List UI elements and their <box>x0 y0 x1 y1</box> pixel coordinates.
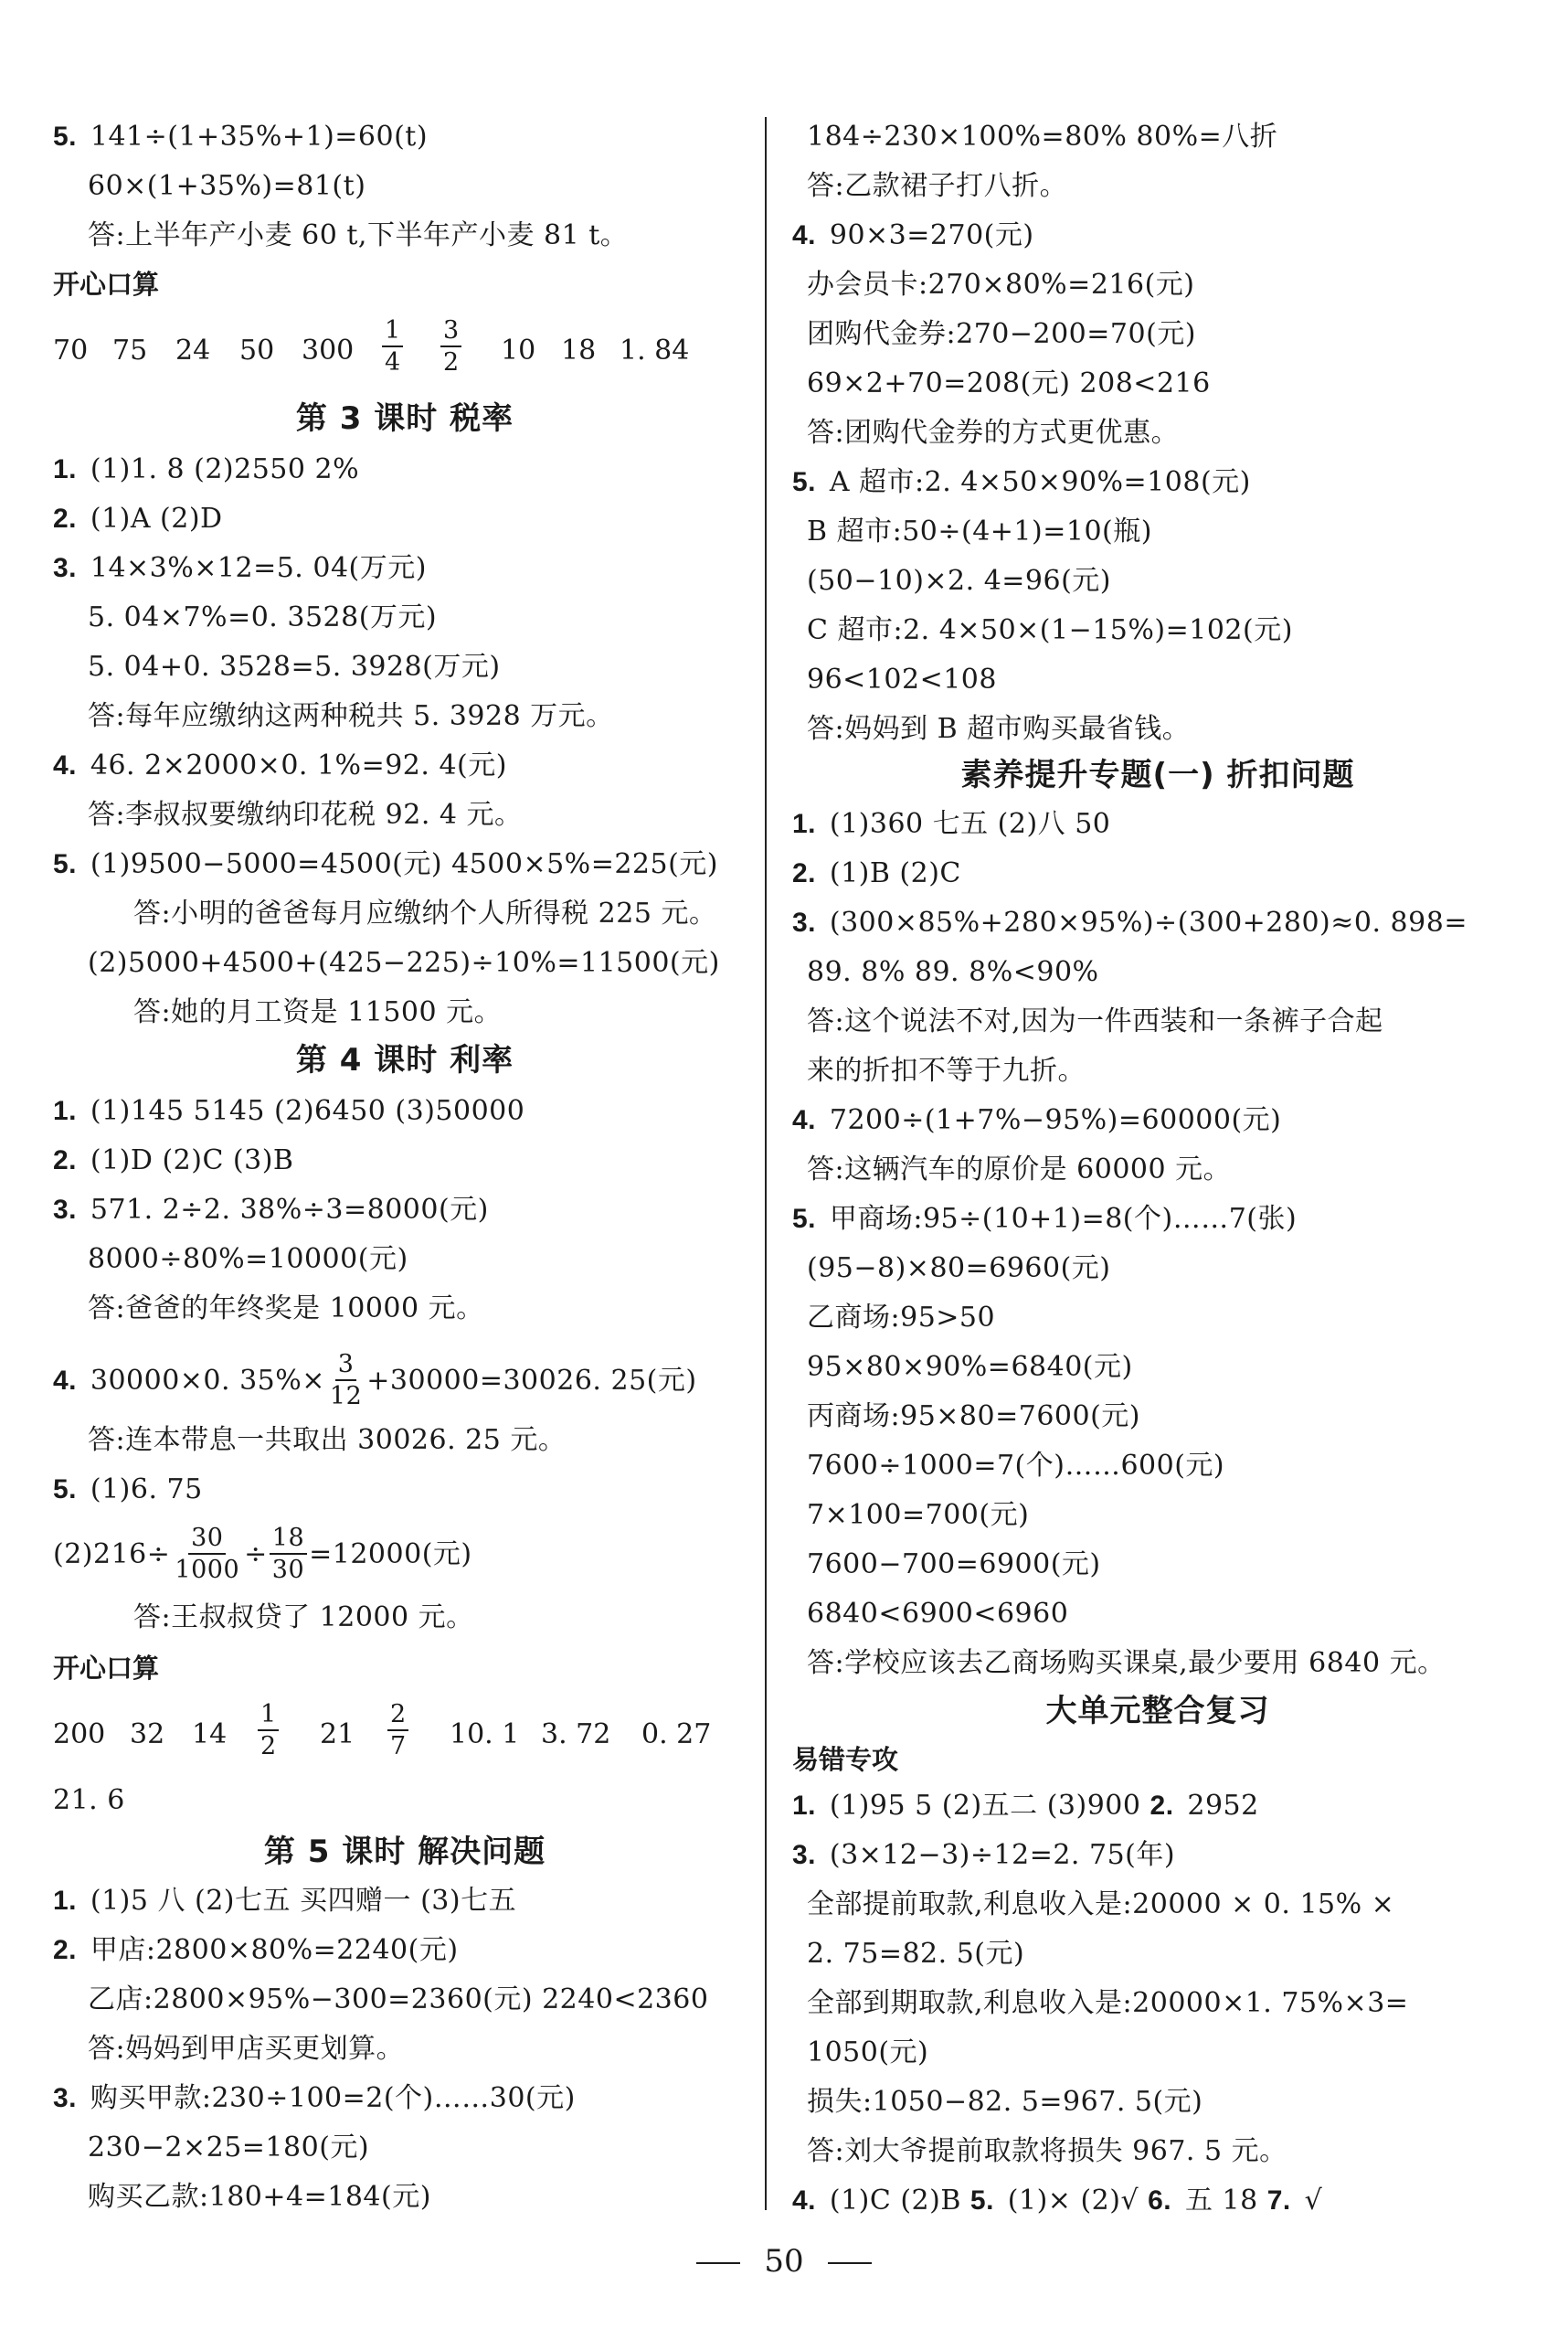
mental-value: 10 <box>501 335 536 367</box>
answer-line: 乙店:2800×95%−300=2360(元) 2240<2360 <box>88 1983 709 2015</box>
answer-line: 乙商场:95>50 <box>807 1302 996 1334</box>
answer-line: 3. (300×85%+280×95%)÷(300+280)≈0. 898= <box>792 907 1467 939</box>
answer-line: 7600÷1000=7(个)……600(元) <box>807 1450 1225 1482</box>
answer-line: 答:上半年产小麦 60 t,下半年产小麦 81 t。 <box>88 219 629 251</box>
mental-value: 14 <box>192 1718 228 1750</box>
answer-line: (2)5000+4500+(425−225)÷10%=11500(元) <box>88 947 720 979</box>
answer-line: 答:这个说法不对,因为一件西装和一条裤子合起 <box>807 1005 1383 1037</box>
lesson-5-title: 第 5 课时 解决问题 <box>263 1834 546 1870</box>
answer-line: 购买乙款:180+4=184(元) <box>88 2181 431 2213</box>
answer-line: 办会员卡:270×80%=216(元) <box>807 269 1195 301</box>
answer-line: 5. 04+0. 3528=5. 3928(万元) <box>88 651 501 683</box>
mental-value: 3. 72 <box>541 1718 611 1750</box>
answer-line: 丙商场:95×80=7600(元) <box>807 1400 1140 1432</box>
answer-line: 答:爸爸的年终奖是 10000 元。 <box>88 1292 484 1324</box>
mental-math-title: 开心口算 <box>53 269 160 300</box>
answer-line: 2. (1)B (2)C <box>792 857 961 889</box>
answer-line: 来的折扣不等于九折。 <box>807 1055 1086 1087</box>
lesson-4-title: 第 4 课时 利率 <box>295 1042 514 1079</box>
answer-line: 6840<6900<6960 <box>807 1598 1069 1630</box>
answer-line: 答:刘大爷提前取款将损失 967. 5 元。 <box>807 2135 1287 2167</box>
mental-value: 32 <box>130 1718 165 1750</box>
answer-line: 3. 14×3%×12=5. 04(万元) <box>53 552 427 584</box>
answer-line: (50−10)×2. 4=96(元) <box>807 565 1111 597</box>
fraction: $\frac{3}{12}$ <box>329 1350 363 1410</box>
answer-line: 答:妈妈到甲店买更划算。 <box>88 2033 405 2065</box>
lesson-3-title: 第 3 课时 税率 <box>295 400 514 437</box>
answer-line: 3. 购买甲款:230÷100=2(个)……30(元) <box>53 2082 576 2114</box>
answer-line-with-fraction: (2)216÷ $\frac{30}{1000}$ ÷ $\frac{18}{30}$ =12000(元) <box>53 1524 472 1584</box>
answer-line: 4. 90×3=270(元) <box>792 219 1034 251</box>
answer-line: 1. (1)1. 8 (2)2550 2% <box>53 453 360 485</box>
mental-value: 0. 27 <box>641 1718 712 1750</box>
answer-line: 60×(1+35%)=81(t) <box>88 170 366 202</box>
answer-line: 2. (1)D (2)C (3)B <box>53 1144 294 1176</box>
answer-line: 答:李叔叔要缴纳印花税 92. 4 元。 <box>88 799 523 831</box>
answer-line: 5. 04×7%=0. 3528(万元) <box>88 601 438 633</box>
review-title: 大单元整合复习 <box>1045 1693 1270 1729</box>
answer-line: 1. (1)145 5145 (2)6450 (3)50000 <box>53 1095 525 1127</box>
answer-line: 89. 8% 89. 8%<90% <box>807 956 1099 988</box>
mental-value: 75 <box>112 335 148 367</box>
answer-line: 全部到期取款,利息收入是:20000×1. 75%×3= <box>807 1987 1409 2019</box>
answer-line: 95×80×90%=6840(元) <box>807 1351 1133 1383</box>
answer-line: 答:妈妈到 B 超市购买最省钱。 <box>807 713 1191 745</box>
topic-title: 素养提升专题(一) 折扣问题 <box>960 757 1355 793</box>
mental-value: 21 <box>320 1718 355 1750</box>
answer-line: 5. A 超市:2. 4×50×90%=108(元) <box>792 466 1251 498</box>
answer-line: 3. (3×12−3)÷12=2. 75(年) <box>792 1839 1176 1871</box>
mental-value: 18 <box>561 335 597 367</box>
mental-value: 50 <box>239 335 275 367</box>
answer-line: 答:每年应缴纳这两种税共 5. 3928 万元。 <box>88 700 614 732</box>
mental-value: 21. 6 <box>53 1784 125 1816</box>
answer-line: 4. 46. 2×2000×0. 1%=92. 4(元) <box>53 750 507 781</box>
mental-value: 70 <box>53 335 89 367</box>
column-divider <box>765 117 767 2210</box>
answer-line: 8000÷80%=10000(元) <box>88 1243 408 1275</box>
answer-line: 4. (1)C (2)B 5. (1)× (2)√ 6. 五 18 7. √ <box>792 2185 1323 2217</box>
answer-line: 答:学校应该去乙商场购买课桌,最少要用 6840 元。 <box>807 1647 1446 1679</box>
answer-line: 3. 571. 2÷2. 38%÷3=8000(元) <box>53 1194 489 1226</box>
answer-line: 答:她的月工资是 11500 元。 <box>133 996 503 1028</box>
mental-value: 200 <box>53 1718 106 1750</box>
answer-line: B 超市:50÷(4+1)=10(瓶) <box>807 516 1152 548</box>
answer-line: 团购代金券:270−200=70(元) <box>807 318 1196 350</box>
mental-value: 300 <box>302 335 355 367</box>
answer-line: 69×2+70=208(元) 208<216 <box>807 367 1211 399</box>
answer-line: 1. (1)5 八 (2)七五 买四赠一 (3)七五 <box>53 1885 517 1917</box>
answer-line: (95−8)×80=6960(元) <box>807 1252 1111 1284</box>
page-number: 50 <box>0 2241 1568 2281</box>
answer-line: 5. 甲商场:95÷(10+1)=8(个)……7(张) <box>792 1203 1298 1235</box>
mental-value: 1. 84 <box>620 335 690 367</box>
answer-line: 答:这辆汽车的原价是 60000 元。 <box>807 1154 1232 1185</box>
answer-line: 答:王叔叔贷了 12000 元。 <box>133 1601 474 1633</box>
answer-line: 1. (1)95 5 (2)五二 (3)900 2. 2952 <box>792 1790 1259 1822</box>
answer-line: 4. 7200÷(1+7%−95%)=60000(元) <box>792 1104 1282 1136</box>
fraction: $\frac{30}{1000}$ <box>175 1524 240 1584</box>
answer-line: 损失:1050−82. 5=967. 5(元) <box>807 2086 1203 2118</box>
answer-line: 全部提前取款,利息收入是:20000 × 0. 15% × <box>807 1888 1395 1920</box>
answer-line: 2. 甲店:2800×80%=2240(元) <box>53 1934 459 1966</box>
answer-line: 230−2×25=180(元) <box>88 2132 370 2164</box>
answer-line: 答:小明的爸爸每月应缴纳个人所得税 225 元。 <box>133 898 717 930</box>
answer-line-with-fraction: 4. 30000×0. 35%× $\frac{3}{12}$ +30000=30026. 25(元) <box>53 1350 697 1410</box>
answer-line: 答:乙款裙子打八折。 <box>807 170 1068 202</box>
fraction: $\frac{3}{2}$ <box>440 316 461 377</box>
answer-line: 5. (1)9500−5000=4500(元) 4500×5%=225(元) <box>53 848 718 880</box>
errors-subtitle: 易错专攻 <box>792 1744 899 1775</box>
fraction: $\frac{18}{30}$ <box>270 1524 307 1584</box>
mental-value: 10. 1 <box>450 1718 520 1750</box>
answer-line: 7×100=700(元) <box>807 1499 1030 1531</box>
mental-math-title: 开心口算 <box>53 1653 160 1684</box>
answer-line: 5. 141÷(1+35%+1)=60(t) <box>53 121 429 153</box>
answer-line: 1. (1)360 七五 (2)八 50 <box>792 808 1111 840</box>
answer-line: 1050(元) <box>807 2036 929 2068</box>
fraction: $\frac{2}{7}$ <box>387 1700 408 1760</box>
fraction: $\frac{1}{4}$ <box>382 316 403 377</box>
answer-line: C 超市:2. 4×50×(1−15%)=102(元) <box>807 614 1293 646</box>
fraction: $\frac{1}{2}$ <box>258 1700 279 1760</box>
answer-line: 5. (1)6. 75 <box>53 1473 203 1505</box>
answer-line: 96<102<108 <box>807 664 997 696</box>
answer-line: 答:连本带息一共取出 30026. 25 元。 <box>88 1424 567 1456</box>
answer-line: 7600−700=6900(元) <box>807 1548 1101 1580</box>
answer-line: 2. (1)A (2)D <box>53 503 223 535</box>
answer-line: 答:团购代金券的方式更优惠。 <box>807 417 1180 449</box>
mental-value: 24 <box>175 335 211 367</box>
answer-line: 2. 75=82. 5(元) <box>807 1938 1025 1970</box>
answer-line: 184÷230×100%=80% 80%=八折 <box>807 121 1278 153</box>
